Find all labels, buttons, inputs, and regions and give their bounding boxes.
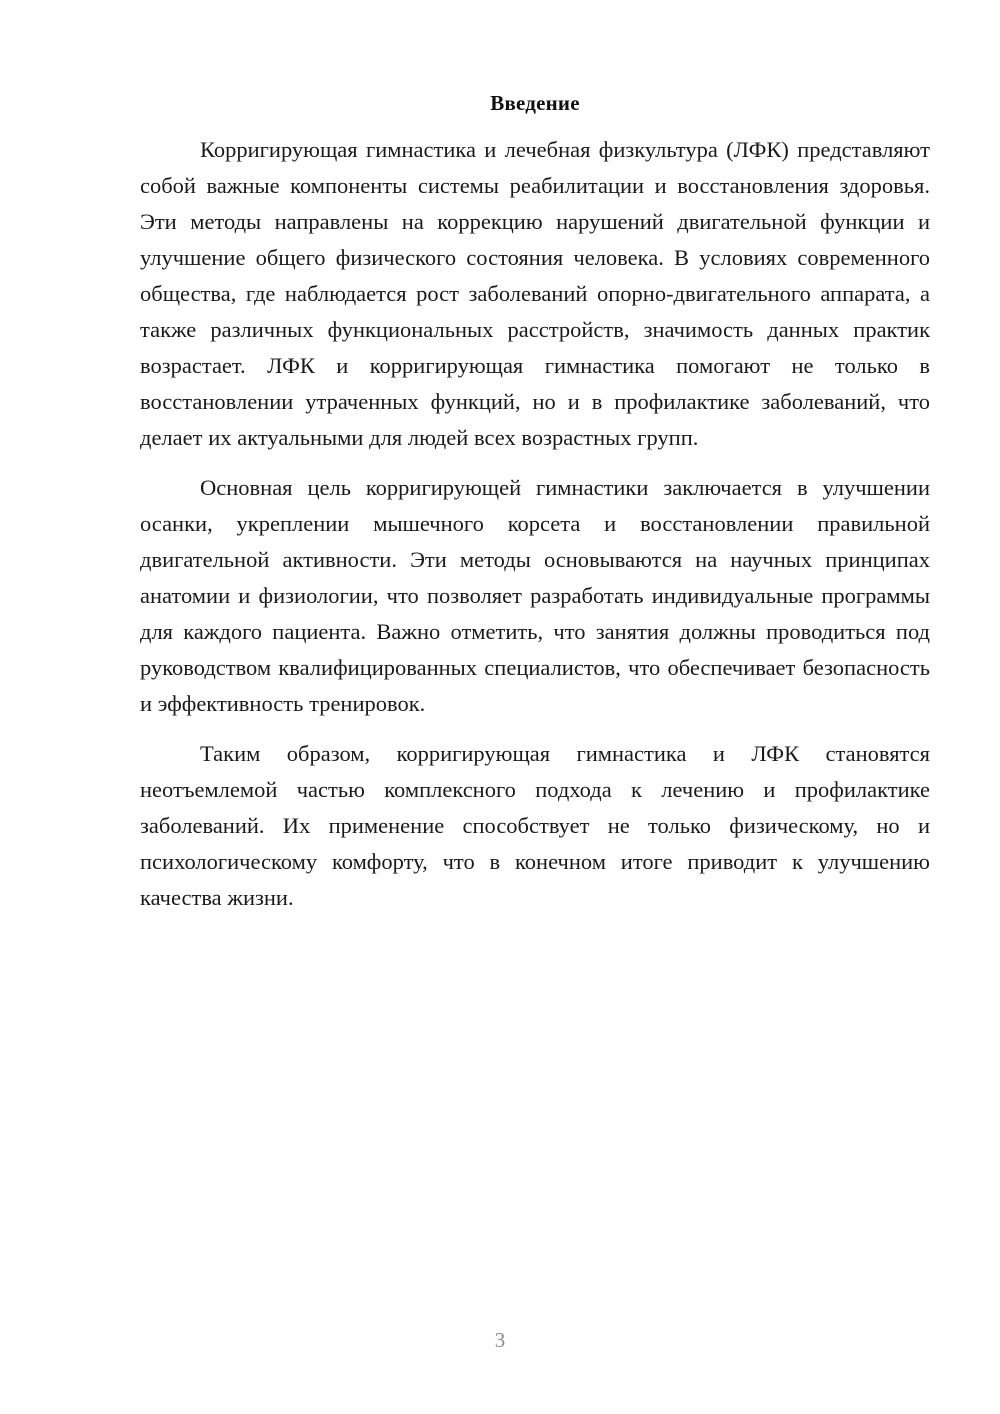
body-paragraph: Таким образом, корригирующая гимнастика и ЛФК становятся неотъемлемой частью комплексного подхода к лечению и профилактике заболеваний. Их применение способствует не только физическому, но и психологическому комфорту, что в конечном итоге приводит к улучшению качества жизни. [140, 741, 930, 910]
body-paragraph: Основная цель корригирующей гимнастики заключается в улучшении осанки, укреплении мышечного корсета и восстановлении правильной двигательной активности. Эти методы основываются на научных принципах анатомии и физиологии, что позволяет разработать индивидуальные программы для каждого пациента. Важно отметить, что занятия должны проводиться под руководством квалифицированных специалистов, что обеспечивает безопасность и эффективность тренировок. [140, 475, 930, 716]
page-number: 3 [494, 1328, 506, 1352]
page-content [140, 88, 930, 916]
page-title: Введение [490, 91, 580, 115]
body-paragraph: Корригирующая гимнастика и лечебная физкультура (ЛФК) представляют собой важные компоненты системы реабилитации и восстановления здоровья. Эти методы направлены на коррекцию нарушений двигательной функции и улучшение общего физического состояния человека. В условиях современного общества, где наблюдается рост заболеваний опорно-двигательного аппарата, а также различных функциональных расстройств, значимость данных практик возрастает. ЛФК и корригирующая гимнастика помогают не только в восстановлении утраченных функций, но и в профилактике заболеваний, что делает их актуальными для людей всех возрастных групп. [140, 137, 930, 450]
